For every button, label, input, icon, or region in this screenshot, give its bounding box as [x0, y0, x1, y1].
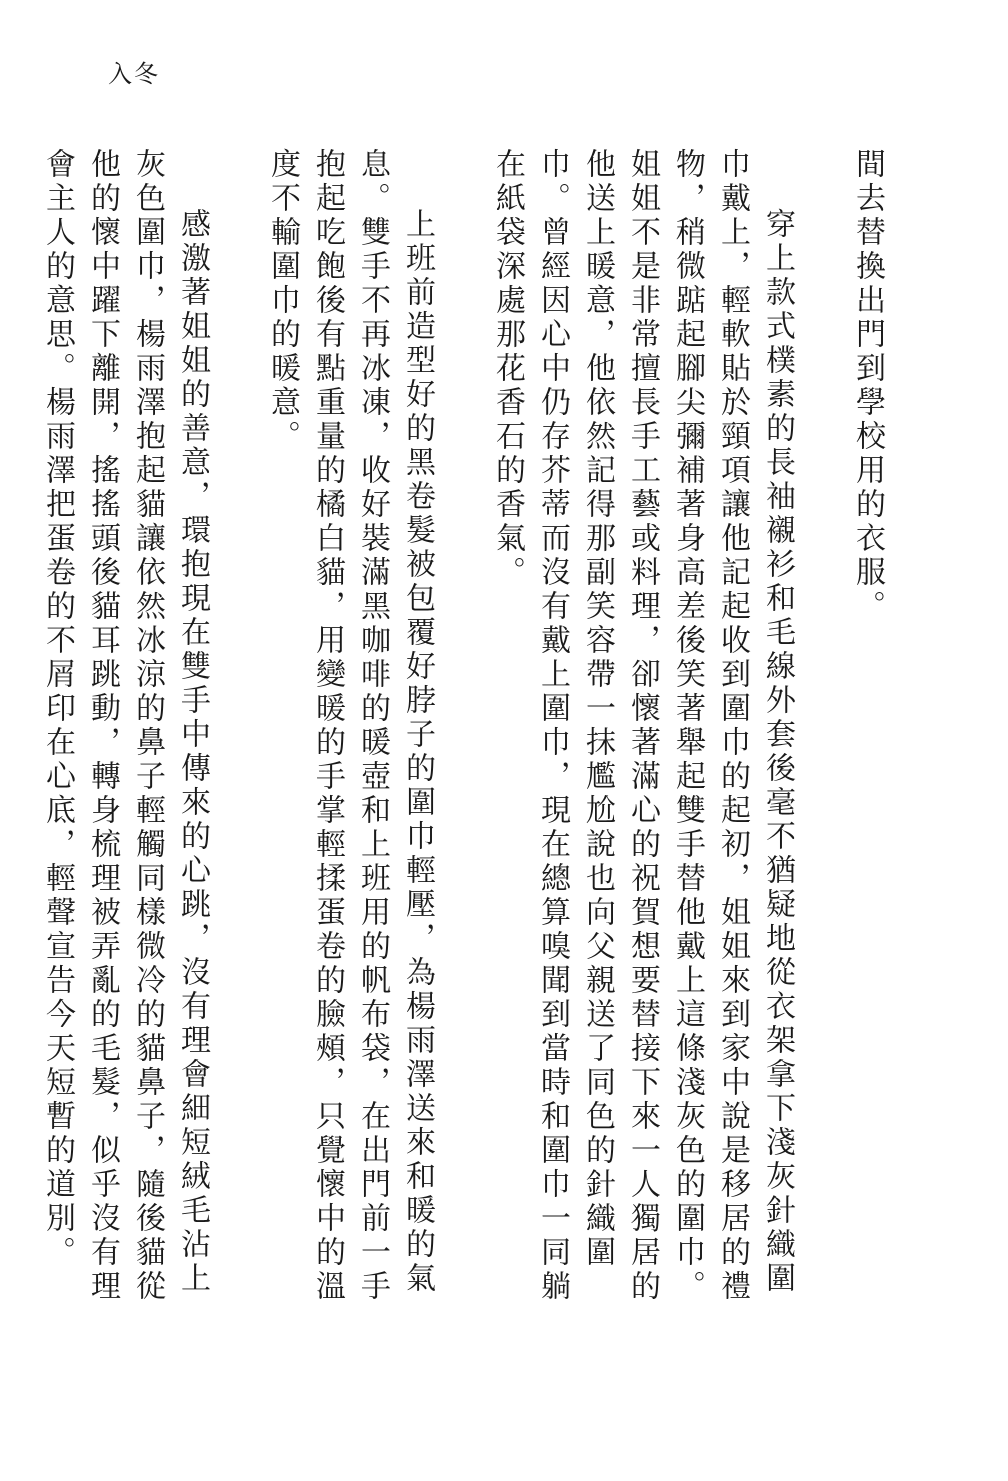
paragraph-1: 間去替換出門到學校用的衣服。: [850, 148, 885, 624]
paragraph-3: 上班前造型好的黑卷髮被包覆好脖子的圍巾輕壓，為楊雨澤送來和暖的氣息。雙手不再冰凍，收好裝滿黑咖啡的暖壺和上班用的帆布袋，在出門前一手抱起吃飽後有點重量的橘白貓，用變暖的手掌輕揉蛋卷的臉頰，只覺懷中的溫度不輸圍巾的暖意。: [265, 148, 435, 1304]
paragraph-gap: [215, 148, 260, 1318]
paragraph-4: 感激著姐姐的善意，環抱現在雙手中傳來的心跳，沒有理會細短絨毛沾上灰色圍巾，楊雨澤抱起貓讓依然冰涼的鼻子輕觸同樣微冷的貓鼻子，隨後貓從他的懷中躍下離開，搖搖頭後貓耳跳動，轉身梳理被弄亂的毛髮，似乎沒有理會主人的意思。楊雨澤把蛋卷的不屑印在心底，輕聲宣告今天短暫的道別。: [40, 148, 210, 1304]
paragraph-gap: [800, 148, 845, 1318]
body-text: [40, 148, 890, 1318]
paragraph-gap: [440, 148, 485, 1318]
page-header-title: 入冬: [108, 60, 160, 88]
paragraph-2: 穿上款式樸素的長袖襯衫和毛線外套後毫不猶疑地從衣架拿下淺灰針織圍巾戴上，輕軟貼於頸項讓他記起收到圍巾的起初，姐姐來到家中說是移居的禮物，稍微踮起腳尖彌補著身高差後笑著舉起雙手替他戴上這條淺灰色的圍巾。姐姐不是非常擅長手工藝或料理，卻懷著滿心的祝賀想要替接下來一人獨居的他送上暖意，他依然記得那副笑容帶一抹尷尬說也向父親送了同色的針織圍巾。曾經因心中仍存芥蒂而沒有戴上圍巾，現在總算嗅聞到當時和圍巾一同躺在紙袋深處那花香石的香氣。: [490, 148, 795, 1304]
